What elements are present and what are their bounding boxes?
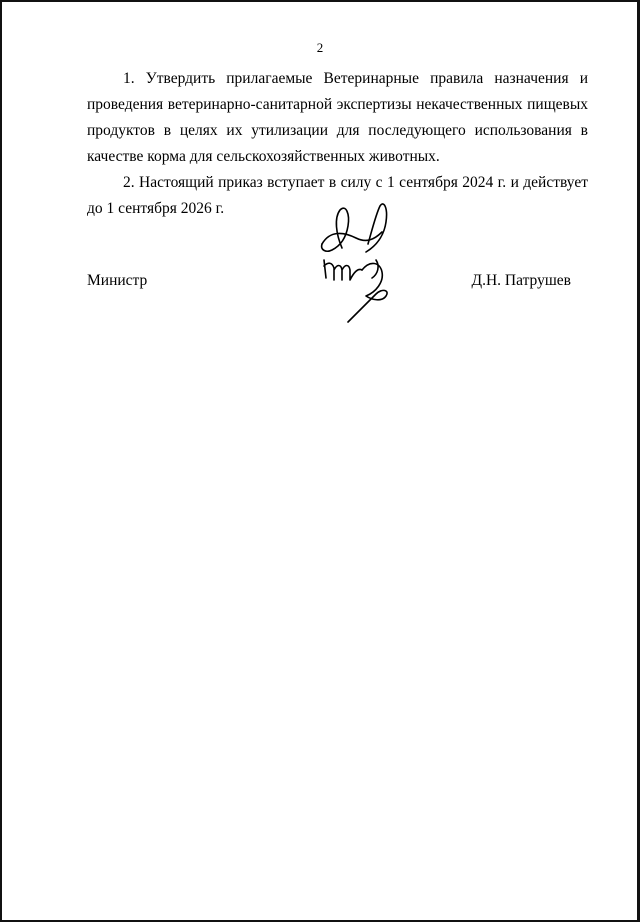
signer-name: Д.Н. Патрушев bbox=[471, 272, 571, 289]
signer-title: Министр bbox=[87, 272, 148, 289]
handwritten-signature bbox=[310, 200, 400, 325]
paragraph-approve-rules: 1. Утвердить прилагаемые Ветеринарные правила назначения и проведения ветеринарно-санитарной экспертизы некачественных пищевых продуктов в целях их утилизации для последующего использования в качестве корма для сельскохозяйственных животных. bbox=[87, 70, 588, 165]
page-number: 2 bbox=[316, 40, 324, 55]
paragraph-effective-date: 2. Настоящий приказ вступает в силу с 1 сентября 2024 г. и действует до 1 сентября 2026 г. bbox=[87, 174, 588, 217]
